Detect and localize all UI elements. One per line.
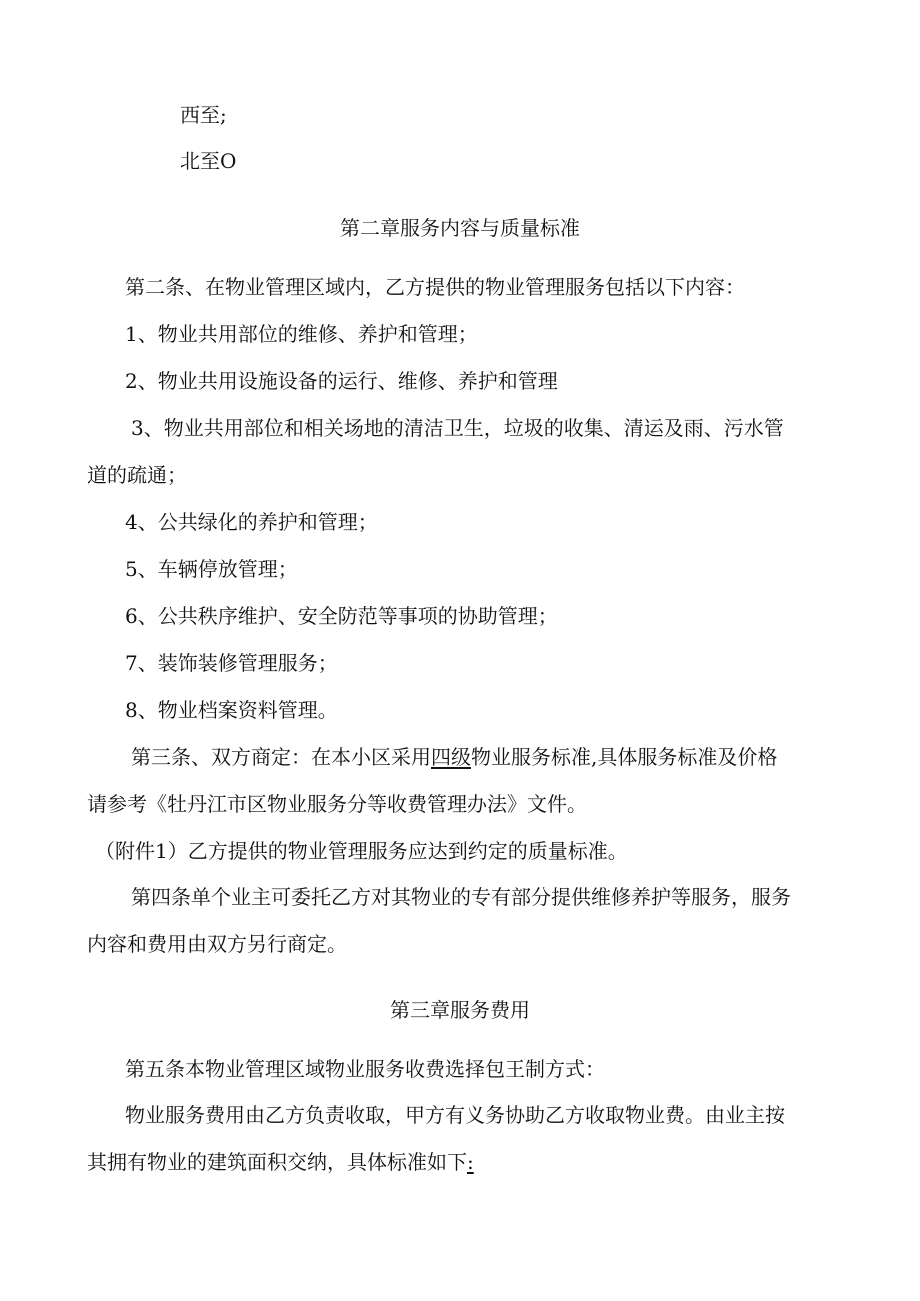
annex-line: （附件1）乙方提供的物业管理服务应达到约定的质量标准。 [95, 839, 628, 863]
list-item-3-line2: 道的疏通； [87, 463, 187, 487]
list-item-5: 5、车辆停放管理； [125, 557, 298, 581]
article4-line2: 内容和费用由双方另行商定。 [87, 932, 347, 956]
fee-line2-colon: : [467, 1150, 474, 1174]
list-item-1: 1、物业共用部位的维修、养护和管理； [125, 322, 478, 346]
list-item-6: 6、公共秩序维护、安全防范等事项的协助管理； [125, 604, 558, 628]
fee-line1: 物业服务费用由乙方负责收取，甲方有义务协助乙方收取物业费。由业主按 [125, 1103, 785, 1127]
article3-line1 [131, 743, 777, 771]
chapter2-heading: 第二章服务内容与质量标准 [340, 216, 580, 240]
chapter3-heading: 第三章服务费用 [390, 998, 530, 1022]
article3-line2: 请参考《牡丹江市区物业服务分等收费管理办法》文件。 [87, 792, 587, 816]
article5: 第五条本物业管理区域物业服务收费选择包王制方式： [125, 1057, 605, 1081]
west-boundary-line: 西至; [180, 103, 227, 127]
article3-suffix: 物业服务标准,具体服务标准及价格 [471, 745, 778, 769]
article3-prefix: 第三条、双方商定：在本小区采用 [131, 745, 431, 769]
north-boundary-line: 北至O [180, 149, 237, 173]
list-item-3-line1: 3、物业共用部位和相关场地的清洁卫生，垃圾的收集、清运及雨、污水管 [131, 416, 784, 440]
service-level-underlined: 四级 [431, 745, 471, 769]
article4-line1: 第四条单个业主可委托乙方对其物业的专有部分提供维修养护等服务，服务 [131, 885, 791, 909]
article2-intro: 第二条、在物业管理区域内，乙方提供的物业管理服务包括以下内容： [125, 275, 745, 299]
list-item-7: 7、装饰装修管理服务； [125, 651, 338, 675]
list-item-8: 8、物业档案资料管理。 [125, 698, 338, 722]
list-item-4: 4、公共绿化的养护和管理； [125, 510, 378, 534]
list-item-2: 2、物业共用设施设备的运行、维修、养护和管理 [125, 369, 558, 393]
fee-line2 [87, 1148, 474, 1176]
fee-line2-text: 其拥有物业的建筑面积交纳，具体标准如下 [87, 1150, 467, 1174]
